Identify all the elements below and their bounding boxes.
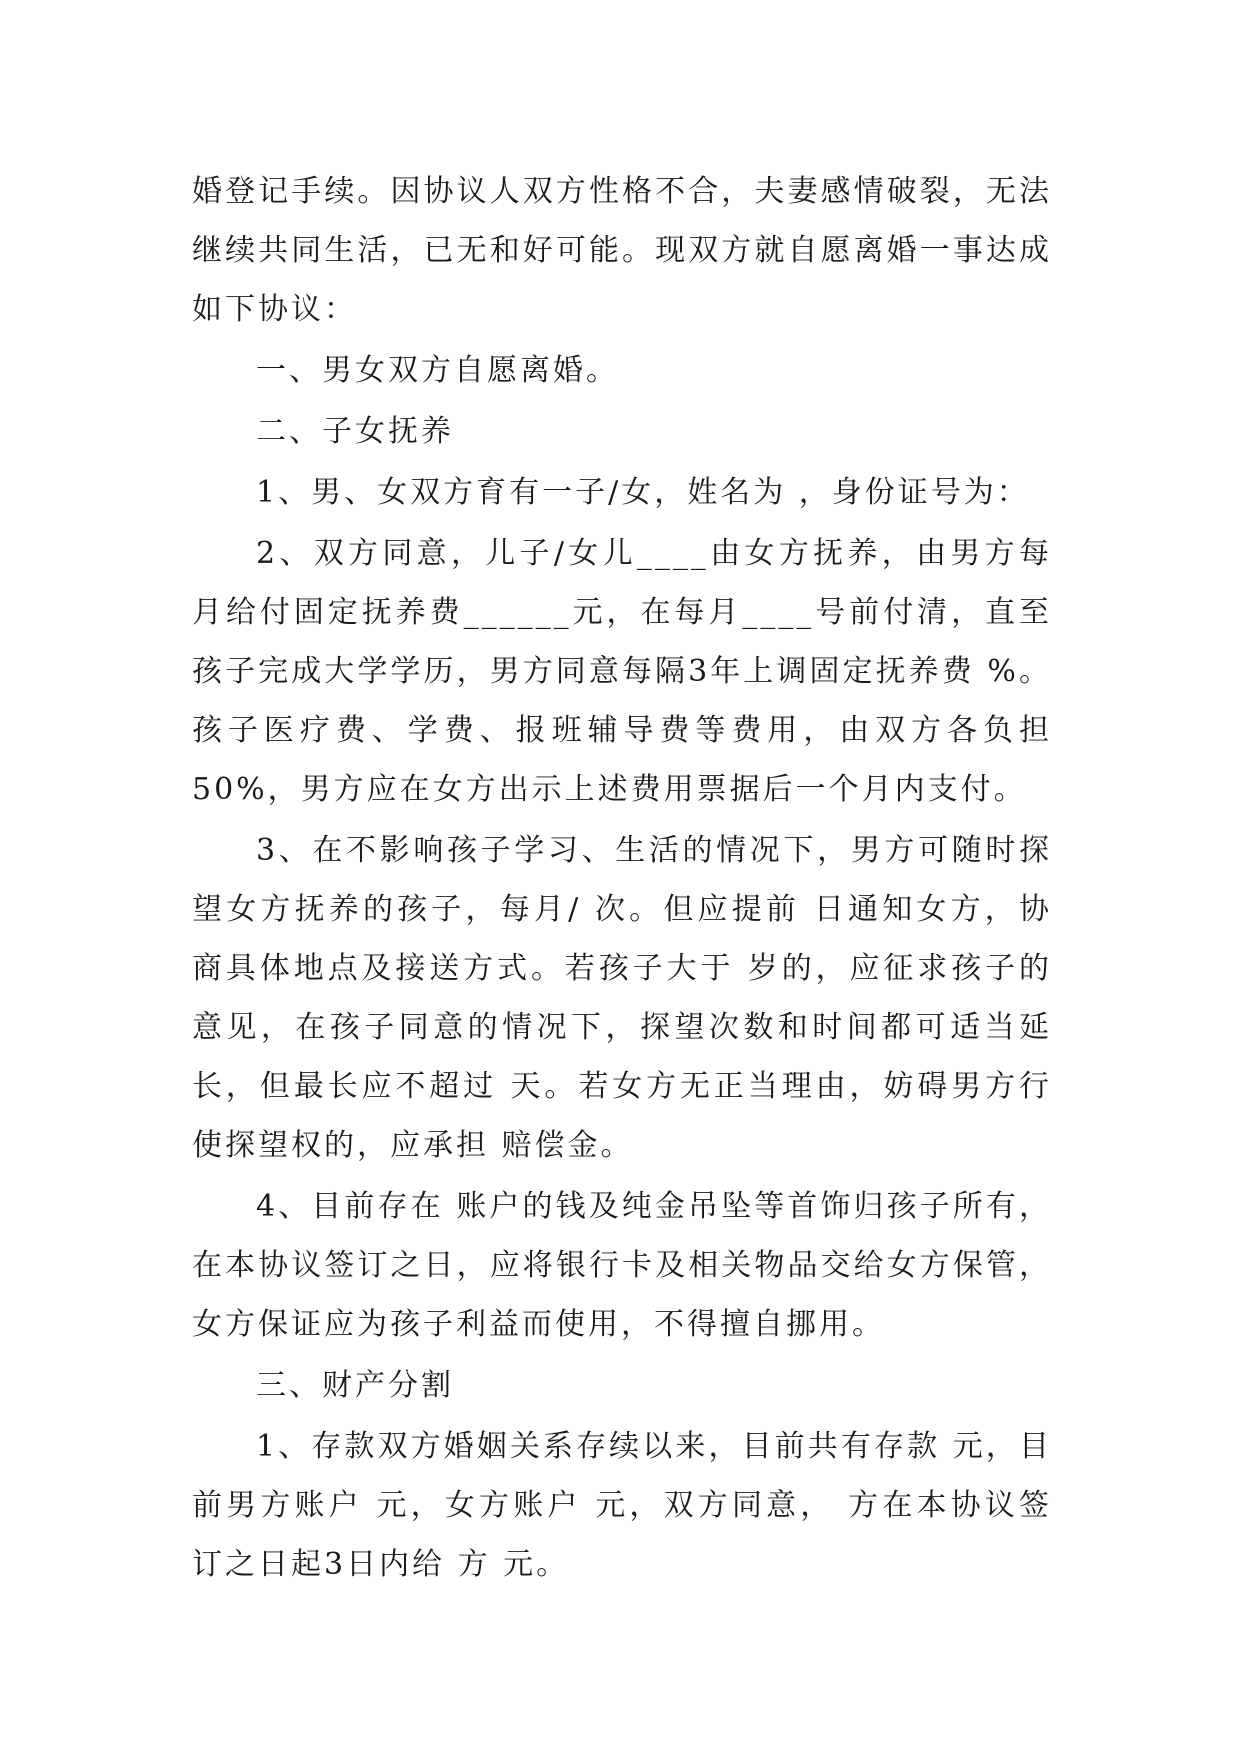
paragraph-savings: 1、存款双方婚姻关系存续以来，目前共有存款 元，目前男方账户 元，女方账户 元，双方同意， 方在本协议签订之日起3日内给 方 元。 bbox=[192, 1429, 1052, 1582]
section-heading-property-division: 三、财产分割 bbox=[256, 1368, 454, 1403]
paragraph-child-info: 1、男、女双方育有一子/女，姓名为 ，身份证号为： bbox=[256, 475, 1030, 510]
section-heading-child-custody: 二、子女抚养 bbox=[256, 414, 454, 449]
paragraph-child-support: 2、双方同意，儿子/女儿____由女方抚养，由男方每月给付固定抚养费______元，在每月____号前付清，直至孩子完成大学学历，男方同意每隔3年上调固定抚养费 %。孩子医疗费、学费、报班辅导费等费用，由双方各负担50%，男方应在女方出示上述费用票据后一个月内支付。 bbox=[192, 536, 1052, 807]
paragraph-clause-1: 一、男女双方自愿离婚。 bbox=[256, 353, 619, 388]
paragraph-visitation: 3、在不影响孩子学习、生活的情况下，男方可随时探望女方抚养的孩子，每月/ 次。但应提前 日通知女方，协商具体地点及接送方式。若孩子大于 岁的，应征求孩子的意见，在孩子同意的情况下，探望次数和时间都可适当延长，但最长应不超过 天。若女方无正当理由，妨碍男方行使探望权的，应承担 赔偿金。 bbox=[192, 833, 1052, 1163]
paragraph-child-assets: 4、目前存在 账户的钱及纯金吊坠等首饰归孩子所有，在本协议签订之日，应将银行卡及相关物品交给女方保管，女方保证应为孩子利益而使用，不得擅自挪用。 bbox=[192, 1189, 1052, 1342]
document-page bbox=[192, 162, 1052, 1594]
paragraph-intro: 婚登记手续。因协议人双方性格不合，夫妻感情破裂，无法继续共同生活，已无和好可能。现双方就自愿离婚一事达成如下协议： bbox=[192, 174, 1052, 327]
